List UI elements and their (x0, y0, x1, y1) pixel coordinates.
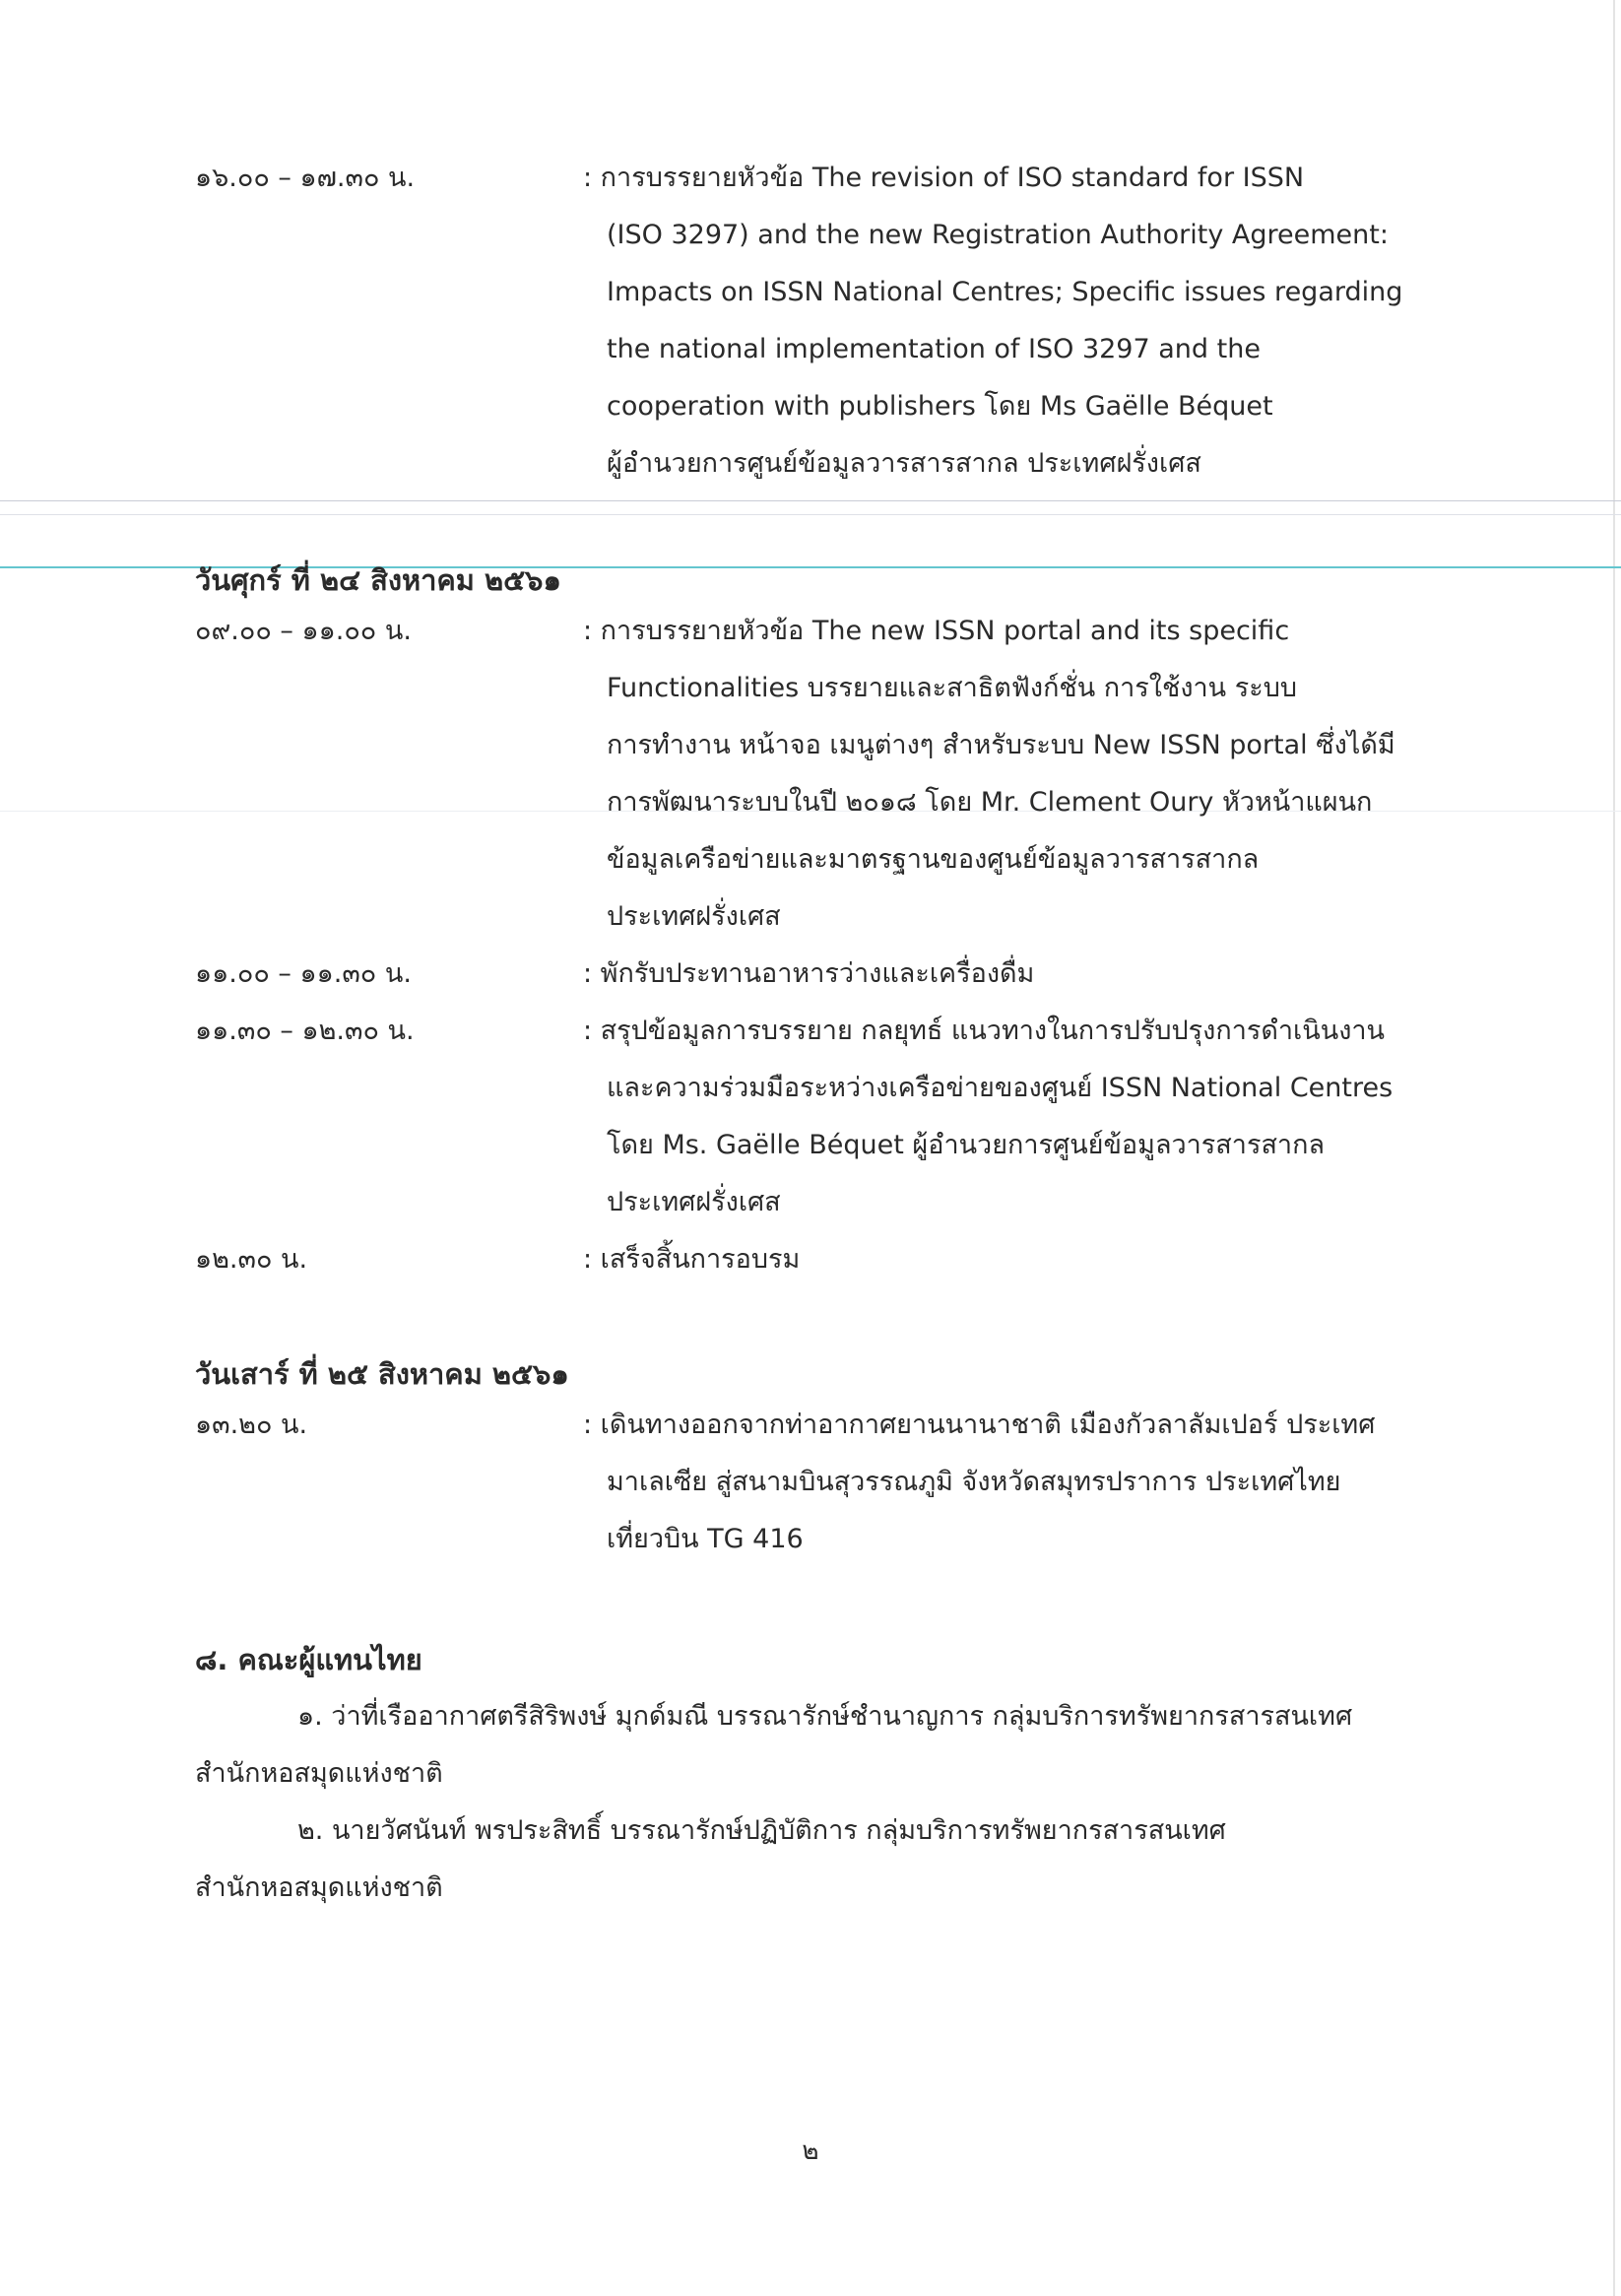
session-description (583, 603, 1410, 946)
description-line: cooperation with publishers โดย Ms Gaëlle Béquet (607, 391, 1273, 422)
session-description (583, 1231, 1410, 1288)
description-line: : เสร็จสิ้นการอบรม (583, 1244, 801, 1275)
day-heading: วันศุกร์ ที่ ๒๔ สิงหาคม ๒๕๖๑ (195, 563, 561, 597)
member-line: สำนักหอสมุดแห่งชาติ (195, 1872, 443, 1903)
session-description (583, 946, 1410, 1003)
page-number: ๒ (802, 2136, 819, 2166)
description-line: ประเทศฝรั่งเศส (607, 901, 781, 932)
session-time: ๑๓.๒๐ น. (195, 1410, 308, 1440)
session-time: ๑๒.๓๐ น. (195, 1244, 308, 1275)
session-time: ๑๑.๐๐ – ๑๑.๓๐ น. (195, 958, 412, 989)
description-line: : เดินทางออกจากท่าอากาศยานนานาชาติ เมืองกัวลาลัมเปอร์ ประเทศ (583, 1410, 1376, 1440)
description-line: และความร่วมมือระหว่างเครือข่ายของศูนย์ ISSN National Centres (607, 1073, 1394, 1103)
member-line: ๒. นายวัศนันท์ พรประสิทธิ์ บรรณารักษ์ปฏิบัติการ กลุ่มบริการทรัพยากรสารสนเทศ (297, 1815, 1226, 1846)
description-line: เที่ยวบิน TG 416 (607, 1524, 804, 1554)
member-line: สำนักหอสมุดแห่งชาติ (195, 1758, 443, 1789)
session-time: ๐๙.๐๐ – ๑๑.๐๐ น. (195, 616, 412, 646)
description-line: ประเทศฝรั่งเศส (607, 1187, 781, 1217)
description-line: โดย Ms. Gaëlle Béquet ผู้อำนวยการศูนย์ข้อมูลวารสารสากล (607, 1130, 1325, 1160)
member-item (195, 1803, 1226, 1917)
description-line: (ISO 3297) and the new Registration Authority Agreement: (607, 220, 1389, 250)
session-description (583, 1397, 1410, 1568)
description-line: มาเลเซีย สู่สนามบินสุวรรณภูมิ จังหวัดสมุทรปราการ ประเทศไทย (607, 1467, 1341, 1497)
scan-edge (1613, 0, 1615, 2296)
description-line: Functionalities บรรยายและสาธิตฟังก์ชั่น การใช้งาน ระบบ (607, 673, 1297, 703)
description-line: : การบรรยายหัวข้อ The revision of ISO standard for ISSN (583, 163, 1305, 193)
day-heading: วันเสาร์ ที่ ๒๕ สิงหาคม ๒๕๖๑ (195, 1357, 569, 1391)
session-time: ๑๑.๓๐ – ๑๒.๓๐ น. (195, 1016, 415, 1046)
description-line: : พักรับประทานอาหารว่างและเครื่องดื่ม (583, 958, 1035, 989)
member-line: ๑. ว่าที่เรืออากาศตรีสิริพงษ์ มุกด์มณี บรรณารักษ์ชำนาญการ กลุ่มบริการทรัพยากรสารสนเทศ (297, 1701, 1353, 1732)
member-item (195, 1688, 1352, 1803)
scan-artifact-line (0, 514, 1621, 515)
section-heading: ๘. คณะผู้แทนไทย (195, 1643, 422, 1676)
description-line: การทำงาน หน้าจอ เมนูต่างๆ สำหรับระบบ New ISSN portal ซึ่งได้มี (607, 730, 1395, 760)
description-line: ผู้อำนวยการศูนย์ข้อมูลวารสารสากล ประเทศฝรั่งเศส (607, 448, 1201, 479)
description-line: ข้อมูลเครือข่ายและมาตรฐานของศูนย์ข้อมูลวารสารสากล (607, 844, 1260, 875)
session-description (583, 150, 1410, 492)
description-line: the national implementation of ISO 3297 and the (607, 334, 1261, 364)
description-line: : การบรรยายหัวข้อ The new ISSN portal and its specific (583, 616, 1290, 646)
scan-artifact-line (0, 500, 1621, 501)
description-line: : สรุปข้อมูลการบรรยาย กลยุทธ์ แนวทางในการปรับปรุงการดำเนินงาน (583, 1016, 1385, 1046)
description-line: Impacts on ISSN National Centres; Specific issues regarding (607, 277, 1403, 307)
session-time: ๑๖.๐๐ – ๑๗.๓๐ น. (195, 163, 416, 193)
description-line: การพัฒนาระบบในปี ๒๐๑๘ โดย Mr. Clement Oury หัวหน้าแผนก (607, 787, 1373, 818)
session-description (583, 1003, 1410, 1231)
